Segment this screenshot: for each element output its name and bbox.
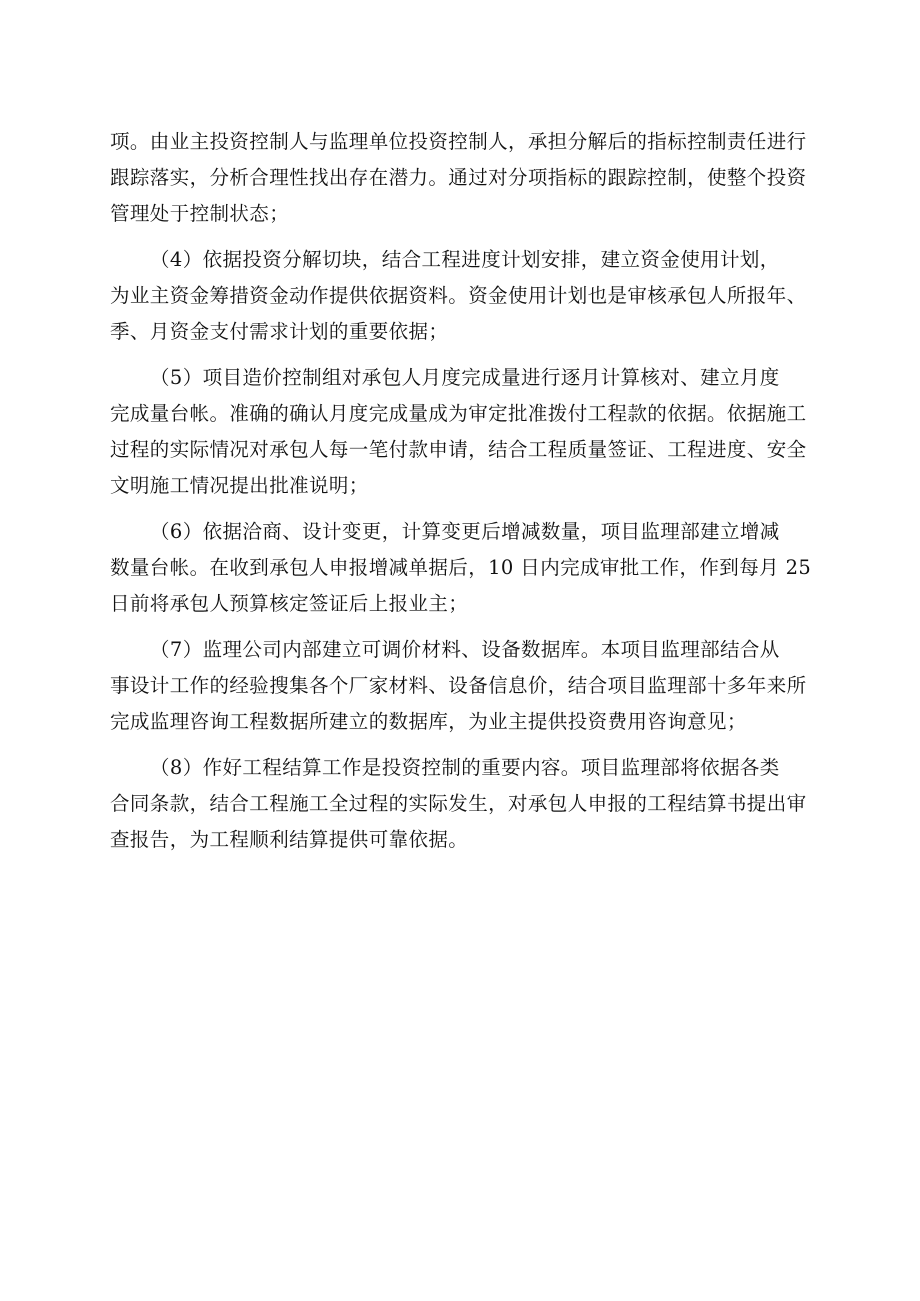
text-line: 为业主资金筹措资金动作提供依据资料。资金使用计划也是审核承包人所报年、	[110, 284, 807, 307]
text-line: 跟踪落实，分析合理性找出存在潜力。通过对分项指标的跟踪控制，使整个投资	[110, 166, 807, 189]
paragraph-continuation	[110, 124, 812, 232]
paragraph-item-8	[110, 750, 812, 858]
text-line: 过程的实际情况对承包人每一笔付款申请，结合工程质量签证、工程进度、安全	[110, 438, 807, 461]
text-line: 合同条款，结合工程施工全过程的实际发生，对承包人申报的工程结算书提出审	[110, 792, 807, 815]
text-line: 数量台帐。在收到承包人申报增减单据后，10 日内完成审批工作，作到每月 25	[110, 556, 812, 579]
document-body	[110, 124, 812, 868]
text-line: （7）监理公司内部建立可调价材料、设备数据库。本项目监理部结合从	[150, 638, 780, 661]
text-line: 查报告，为工程顺利结算提供可靠依据。	[110, 828, 469, 851]
text-line: 事设计工作的经验搜集各个厂家材料、设备信息价，结合项目监理部十多年来所	[110, 674, 807, 697]
text-line: 完成量台帐。准确的确认月度完成量成为审定批准拨付工程款的依据。依据施工	[110, 402, 807, 425]
text-line: 完成监理咨询工程数据所建立的数据库，为业主提供投资费用咨询意见；	[110, 710, 747, 733]
text-line: 日前将承包人预算核定签证后上报业主；	[110, 592, 469, 615]
text-line: 季、月资金支付需求计划的重要依据；	[110, 320, 449, 343]
paragraph-item-7	[110, 632, 812, 740]
text-line: （8）作好工程结算工作是投资控制的重要内容。项目监理部将依据各类	[150, 756, 780, 779]
paragraph-item-5	[110, 360, 812, 504]
text-line: （6）依据洽商、设计变更，计算变更后增减数量，项目监理部建立增减	[150, 520, 780, 543]
text-line: 管理处于控制状态；	[110, 202, 290, 225]
paragraph-item-4	[110, 242, 812, 350]
text-line: （5）项目造价控制组对承包人月度完成量进行逐月计算核对、建立月度	[150, 366, 780, 389]
text-line: 文明施工情况提出批准说明；	[110, 474, 369, 497]
text-line: 项。由业主投资控制人与监理单位投资控制人，承担分解后的指标控制责任进行	[110, 130, 807, 153]
text-line: （4）依据投资分解切块，结合工程进度计划安排，建立资金使用计划，	[150, 248, 780, 271]
paragraph-item-6	[110, 514, 812, 622]
